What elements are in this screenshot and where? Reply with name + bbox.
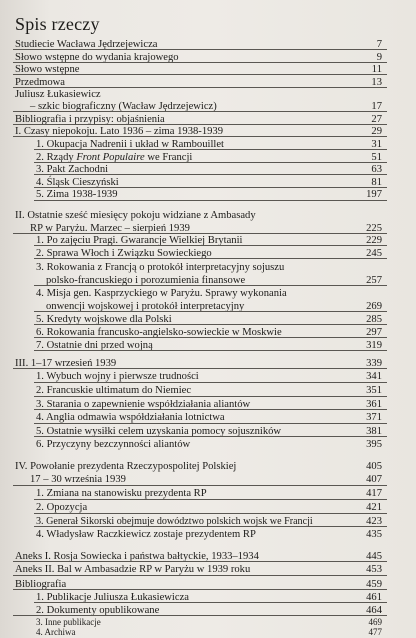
divider — [13, 485, 387, 486]
toc-entry-page: 341 — [366, 371, 382, 382]
toc-entry-label: 3. Generał Sikorski obejmuje dowództwo polskich wojsk we Francji — [36, 516, 313, 527]
toc-entry-label-part: we Francji — [144, 152, 193, 163]
divider — [13, 49, 387, 50]
toc-entry-page: 453 — [366, 564, 382, 575]
toc-entry-page: 27 — [371, 114, 382, 125]
toc-entry — [0, 261, 416, 275]
toc-entry-page: 13 — [371, 77, 382, 88]
toc-entry-page: 339 — [366, 358, 382, 369]
divider — [13, 87, 387, 88]
toc-entry-label: 2. Francuskie ultimatum do Niemiec — [36, 385, 192, 396]
divider — [34, 258, 387, 259]
toc-entry-page: 225 — [366, 223, 382, 234]
toc-entry-page: 435 — [366, 529, 382, 540]
divider — [34, 324, 387, 325]
toc-entry-label: 7. Ostatnie dni przed wojną — [36, 340, 153, 351]
toc-entry-page: 29 — [371, 126, 382, 137]
divider — [13, 62, 387, 63]
divider — [34, 200, 387, 201]
divider — [13, 136, 387, 137]
toc-entry-label: – szkic biograficzny (Wacław Jędrzejewicz) — [30, 101, 217, 112]
divider — [34, 350, 387, 351]
divider — [34, 187, 387, 188]
toc-entry-label: 1. Wybuch wojny i pierwsze trudności — [36, 371, 199, 382]
toc-entry-page: 417 — [366, 488, 382, 499]
divider — [13, 111, 387, 112]
divider — [34, 409, 387, 410]
toc-entry-label: 4. Archiwa — [36, 627, 76, 637]
toc-entry-page: 63 — [371, 164, 382, 175]
toc-entry-label: 5. Ostatnie wysiłki celem uzyskania pomocy sojuszników — [36, 426, 282, 437]
toc-entry-label: 3. Rokowania z Francją o protokół interpretacyjny sojuszu — [36, 262, 285, 273]
toc-entry-page: 11 — [371, 64, 382, 75]
divider — [13, 561, 387, 562]
toc-entry-label: IV. Powołanie prezydenta Rzeczypospolitej Polskiej — [15, 461, 237, 472]
divider — [34, 162, 387, 163]
toc-entry-label: 17 – 30 września 1939 — [30, 474, 126, 485]
toc-entry-page: 445 — [366, 551, 382, 562]
page-title: Spis rzeczy — [15, 14, 100, 34]
toc-entry-label: Słowo wstępne — [15, 64, 80, 75]
toc-entry-page: 371 — [366, 412, 382, 423]
toc-entry-label: Słowo wstępne do wydania krajowego — [15, 52, 179, 63]
toc-entry-page: 285 — [366, 314, 382, 325]
toc-entry — [0, 617, 416, 627]
toc-entry-page: 395 — [366, 439, 382, 450]
toc-entry-label: 4. Anglia odmawia współdziałania lotnictwa — [36, 412, 225, 423]
toc-entry-label: Bibliografia — [15, 579, 67, 590]
toc-entry-label: 6. Przyczyny bezczynności aliantów — [36, 439, 191, 450]
toc-entry-label: 4. Władysław Raczkiewicz zostaje prezydentem RP — [36, 529, 256, 540]
divider — [34, 337, 387, 338]
divider — [13, 615, 387, 616]
toc-entry-label: 1. Publikacje Juliusza Łukasiewicza — [36, 592, 189, 603]
toc-entry-page: 319 — [366, 340, 382, 351]
toc-entry-label: onwencji wojskowej i protokół interpretacyjny — [46, 301, 245, 312]
toc-entry-page: 421 — [366, 502, 382, 513]
toc-entry-page: 464 — [366, 605, 382, 616]
toc-entry-page: 361 — [366, 399, 382, 410]
toc-entry-label: Studiecie Wacława Jędrzejewicza — [15, 39, 158, 50]
toc-entry-label: 2. Opozycja — [36, 502, 88, 513]
toc-entry-page: 269 — [366, 301, 382, 312]
toc-entry-label: 6. Rokowania francusko-angielsko-sowieckie w Moskwie — [36, 327, 282, 338]
divider — [34, 149, 387, 150]
divider — [34, 396, 387, 397]
toc-entry-page: 405 — [366, 461, 382, 472]
toc-entry-page: 81 — [371, 177, 382, 188]
divider — [13, 233, 387, 234]
toc-entry — [0, 287, 416, 301]
toc-entry-label: 3. Starania o zapewnienie współdziałania aliantów — [36, 399, 251, 410]
toc-entry — [0, 528, 416, 542]
toc-entry-page: 229 — [366, 235, 382, 246]
divider — [34, 526, 387, 527]
toc-entry-label: Bibliografia i przypisy: objaśnienia — [15, 114, 165, 125]
divider — [34, 174, 387, 175]
divider — [34, 436, 387, 437]
toc-entry-label: Juliusz Łukasiewicz — [15, 89, 101, 100]
toc-entry-label: I. Czasy niepokoju. Lato 1936 – zima 1938-1939 — [15, 126, 224, 137]
toc-entry-label: 1. Zmiana na stanowisku prezydenta RP — [36, 488, 207, 499]
toc-entry-label: 1. Po zajęciu Pragi. Gwarancje Wielkiej Brytanii — [36, 235, 243, 246]
toc-entry-page: 461 — [366, 592, 382, 603]
toc-entry-label: II. Ostatnie sześć miesięcy pokoju widziane z Ambasady — [15, 210, 256, 221]
toc-entry-page: 381 — [366, 426, 382, 437]
toc-entry-label: Aneks I. Rosja Sowiecka i państwa bałtyckie, 1933–1934 — [15, 551, 259, 562]
toc-entry-label: RP w Paryżu. Marzec – sierpień 1939 — [30, 223, 190, 234]
divider — [34, 513, 387, 514]
toc-entry — [0, 460, 416, 474]
toc-entry-page: 17 — [371, 101, 382, 112]
divider — [13, 575, 387, 576]
divider — [13, 74, 387, 75]
divider — [13, 124, 387, 125]
toc-entry-label: 4. Śląsk Cieszyński — [36, 177, 119, 188]
toc-entry-page: 297 — [366, 327, 382, 338]
divider — [13, 368, 387, 369]
divider — [34, 602, 387, 603]
divider — [34, 311, 387, 312]
divider — [34, 382, 387, 383]
toc-entry-label: polsko-francuskiego i porozumienia finansowe — [46, 275, 246, 286]
toc-entry-page: 469 — [368, 617, 382, 627]
toc-entry — [0, 438, 416, 452]
divider — [34, 499, 387, 500]
divider — [34, 245, 387, 246]
toc-entry-page: 459 — [366, 579, 382, 590]
toc-entry-page: 51 — [371, 152, 382, 163]
divider — [13, 589, 387, 590]
toc-entry-label: 1. Okupacja Nadrenii i układ w Rambouillet — [36, 139, 224, 150]
divider — [34, 285, 387, 286]
divider — [34, 423, 387, 424]
toc-entry-page: 423 — [366, 516, 382, 527]
toc-entry-label: Aneks II. Bal w Ambasadzie RP w Paryżu w 1939 roku — [15, 564, 251, 575]
toc-entry-label: 5. Zima 1938-1939 — [36, 189, 118, 200]
toc-entry-page: 197 — [366, 189, 382, 200]
toc-entry-page: 7 — [376, 39, 382, 50]
toc-entry-label-part: 2. Rządy — [36, 152, 77, 163]
toc-entry-page: 351 — [366, 385, 382, 396]
toc-entry-label: 4. Misja gen. Kasprzyckiego w Paryżu. Sprawy wykonania — [36, 288, 287, 299]
toc-entry-page: 477 — [368, 627, 382, 637]
toc-entry — [0, 627, 416, 637]
toc-entry-page: 407 — [366, 474, 382, 485]
toc-entry — [0, 209, 416, 223]
toc-entry-page: 9 — [376, 52, 382, 63]
toc-entry-page: 257 — [366, 275, 382, 286]
toc-entry-label: Przedmowa — [15, 77, 66, 88]
toc-entry-label: 5. Kredyty wojskowe dla Polski — [36, 314, 172, 325]
toc-entry-label-italic: Front Populaire — [76, 152, 145, 163]
toc-entry-label: III. 1–17 wrzesień 1939 — [15, 358, 117, 369]
toc-entry-label: 3. Pakt Zachodni — [36, 164, 109, 175]
toc-entry-label: 2. Dokumenty opublikowane — [36, 605, 160, 616]
toc-entry-page: 31 — [371, 139, 382, 150]
toc-entry-page: 245 — [366, 248, 382, 259]
toc-entry-label: 2. Sprawa Włoch i Związku Sowieckiego — [36, 248, 212, 259]
toc-entry-label: 3. Inne publikacje — [36, 617, 101, 627]
